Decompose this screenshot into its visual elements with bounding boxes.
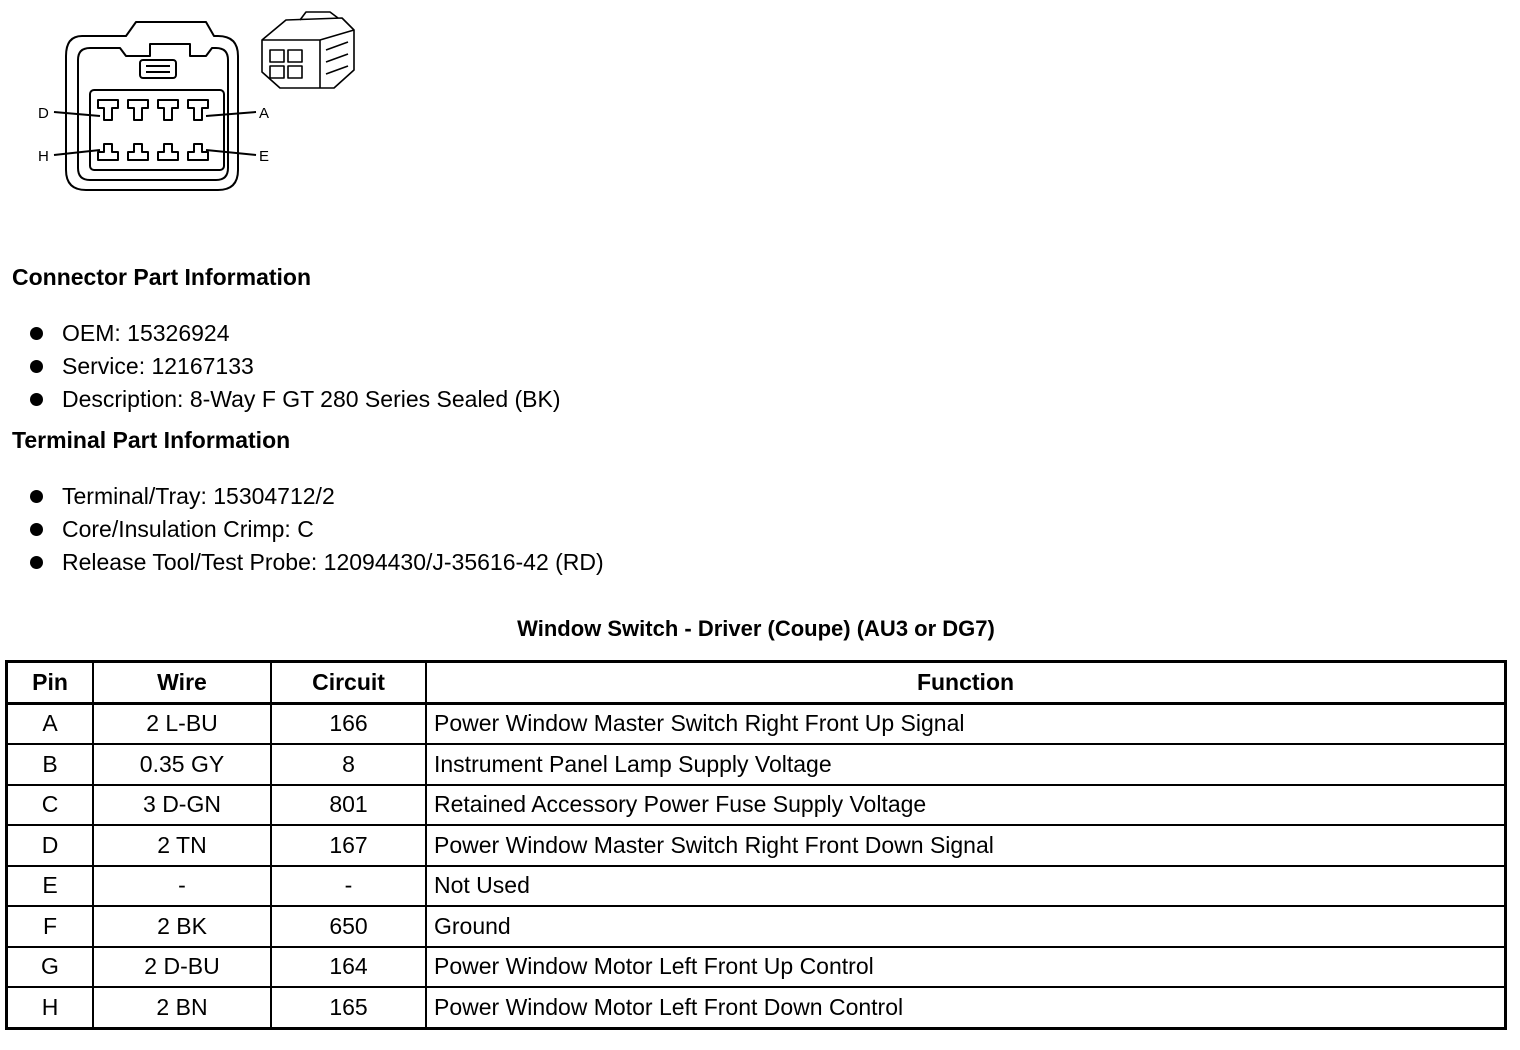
cell-function: Power Window Master Switch Right Front Down Signal: [426, 825, 1506, 866]
terminal-info-heading: Terminal Part Information: [12, 427, 291, 453]
list-item: [30, 480, 604, 513]
bullet-icon: [30, 523, 43, 536]
header-function: Function: [426, 662, 1506, 704]
bullet-icon: [30, 556, 43, 569]
table-row: [7, 825, 1506, 866]
cell-circuit: -: [271, 866, 426, 907]
bullet-icon: [30, 327, 43, 340]
cell-wire: 2 D-BU: [93, 947, 271, 988]
pin-label-a: A: [259, 105, 270, 122]
cell-wire: 2 L-BU: [93, 703, 271, 744]
connector-service: Service: 12167133: [62, 353, 254, 379]
list-item: [30, 513, 604, 546]
pin-table: [5, 660, 1507, 1030]
terminal-crimp: Core/Insulation Crimp: C: [62, 516, 314, 542]
connector-oem: OEM: 15326924: [62, 320, 230, 346]
table-row: [7, 703, 1506, 744]
cell-wire: 0.35 GY: [93, 744, 271, 785]
cell-function: Ground: [426, 906, 1506, 947]
list-item: [30, 350, 561, 383]
table-row: [7, 987, 1506, 1028]
table-row: [7, 785, 1506, 826]
cell-function: Retained Accessory Power Fuse Supply Voltage: [426, 785, 1506, 826]
cell-circuit: 650: [271, 906, 426, 947]
cell-pin: A: [7, 703, 94, 744]
pin-table-title: Window Switch - Driver (Coupe) (AU3 or DG7): [517, 616, 995, 641]
connector-info-list: [30, 317, 561, 416]
cell-wire: 2 BN: [93, 987, 271, 1028]
cell-circuit: 166: [271, 703, 426, 744]
pin-label-e: E: [259, 148, 270, 165]
table-row: [7, 947, 1506, 988]
cell-pin: F: [7, 906, 94, 947]
cell-pin: E: [7, 866, 94, 907]
pin-label-d: D: [38, 105, 49, 122]
cell-function: Not Used: [426, 866, 1506, 907]
cell-circuit: 164: [271, 947, 426, 988]
connector-3d-thumbnail: [262, 12, 354, 88]
connector-face-drawing: [0, 0, 380, 210]
bullet-icon: [30, 490, 43, 503]
pin-label-h: H: [38, 148, 49, 165]
cell-circuit: 165: [271, 987, 426, 1028]
cell-wire: -: [93, 866, 271, 907]
terminal-tool: Release Tool/Test Probe: 12094430/J-35616-42 (RD): [62, 549, 604, 575]
cell-pin: C: [7, 785, 94, 826]
header-wire: Wire: [93, 662, 271, 704]
cell-pin: H: [7, 987, 94, 1028]
header-pin: Pin: [7, 662, 94, 704]
connector-diagram: [0, 0, 380, 210]
cell-wire: 2 TN: [93, 825, 271, 866]
table-row: [7, 866, 1506, 907]
cell-wire: 3 D-GN: [93, 785, 271, 826]
cell-wire: 2 BK: [93, 906, 271, 947]
cell-function: Power Window Motor Left Front Down Control: [426, 987, 1506, 1028]
bullet-icon: [30, 360, 43, 373]
terminal-info-list: [30, 480, 604, 579]
bullet-icon: [30, 393, 43, 406]
connector-info-heading: Connector Part Information: [12, 264, 312, 290]
list-item: [30, 383, 561, 416]
cell-pin: G: [7, 947, 94, 988]
cell-pin: B: [7, 744, 94, 785]
header-circuit: Circuit: [271, 662, 426, 704]
cell-function: Instrument Panel Lamp Supply Voltage: [426, 744, 1506, 785]
cell-circuit: 167: [271, 825, 426, 866]
cell-pin: D: [7, 825, 94, 866]
list-item: [30, 317, 561, 350]
cell-function: Power Window Master Switch Right Front Up Signal: [426, 703, 1506, 744]
table-row: [7, 744, 1506, 785]
cell-circuit: 801: [271, 785, 426, 826]
connector-description: Description: 8-Way F GT 280 Series Sealed (BK): [62, 386, 561, 412]
list-item: [30, 546, 604, 579]
table-row: [7, 906, 1506, 947]
cell-function: Power Window Motor Left Front Up Control: [426, 947, 1506, 988]
table-header-row: [7, 662, 1506, 704]
cell-circuit: 8: [271, 744, 426, 785]
terminal-tray: Terminal/Tray: 15304712/2: [62, 483, 335, 509]
